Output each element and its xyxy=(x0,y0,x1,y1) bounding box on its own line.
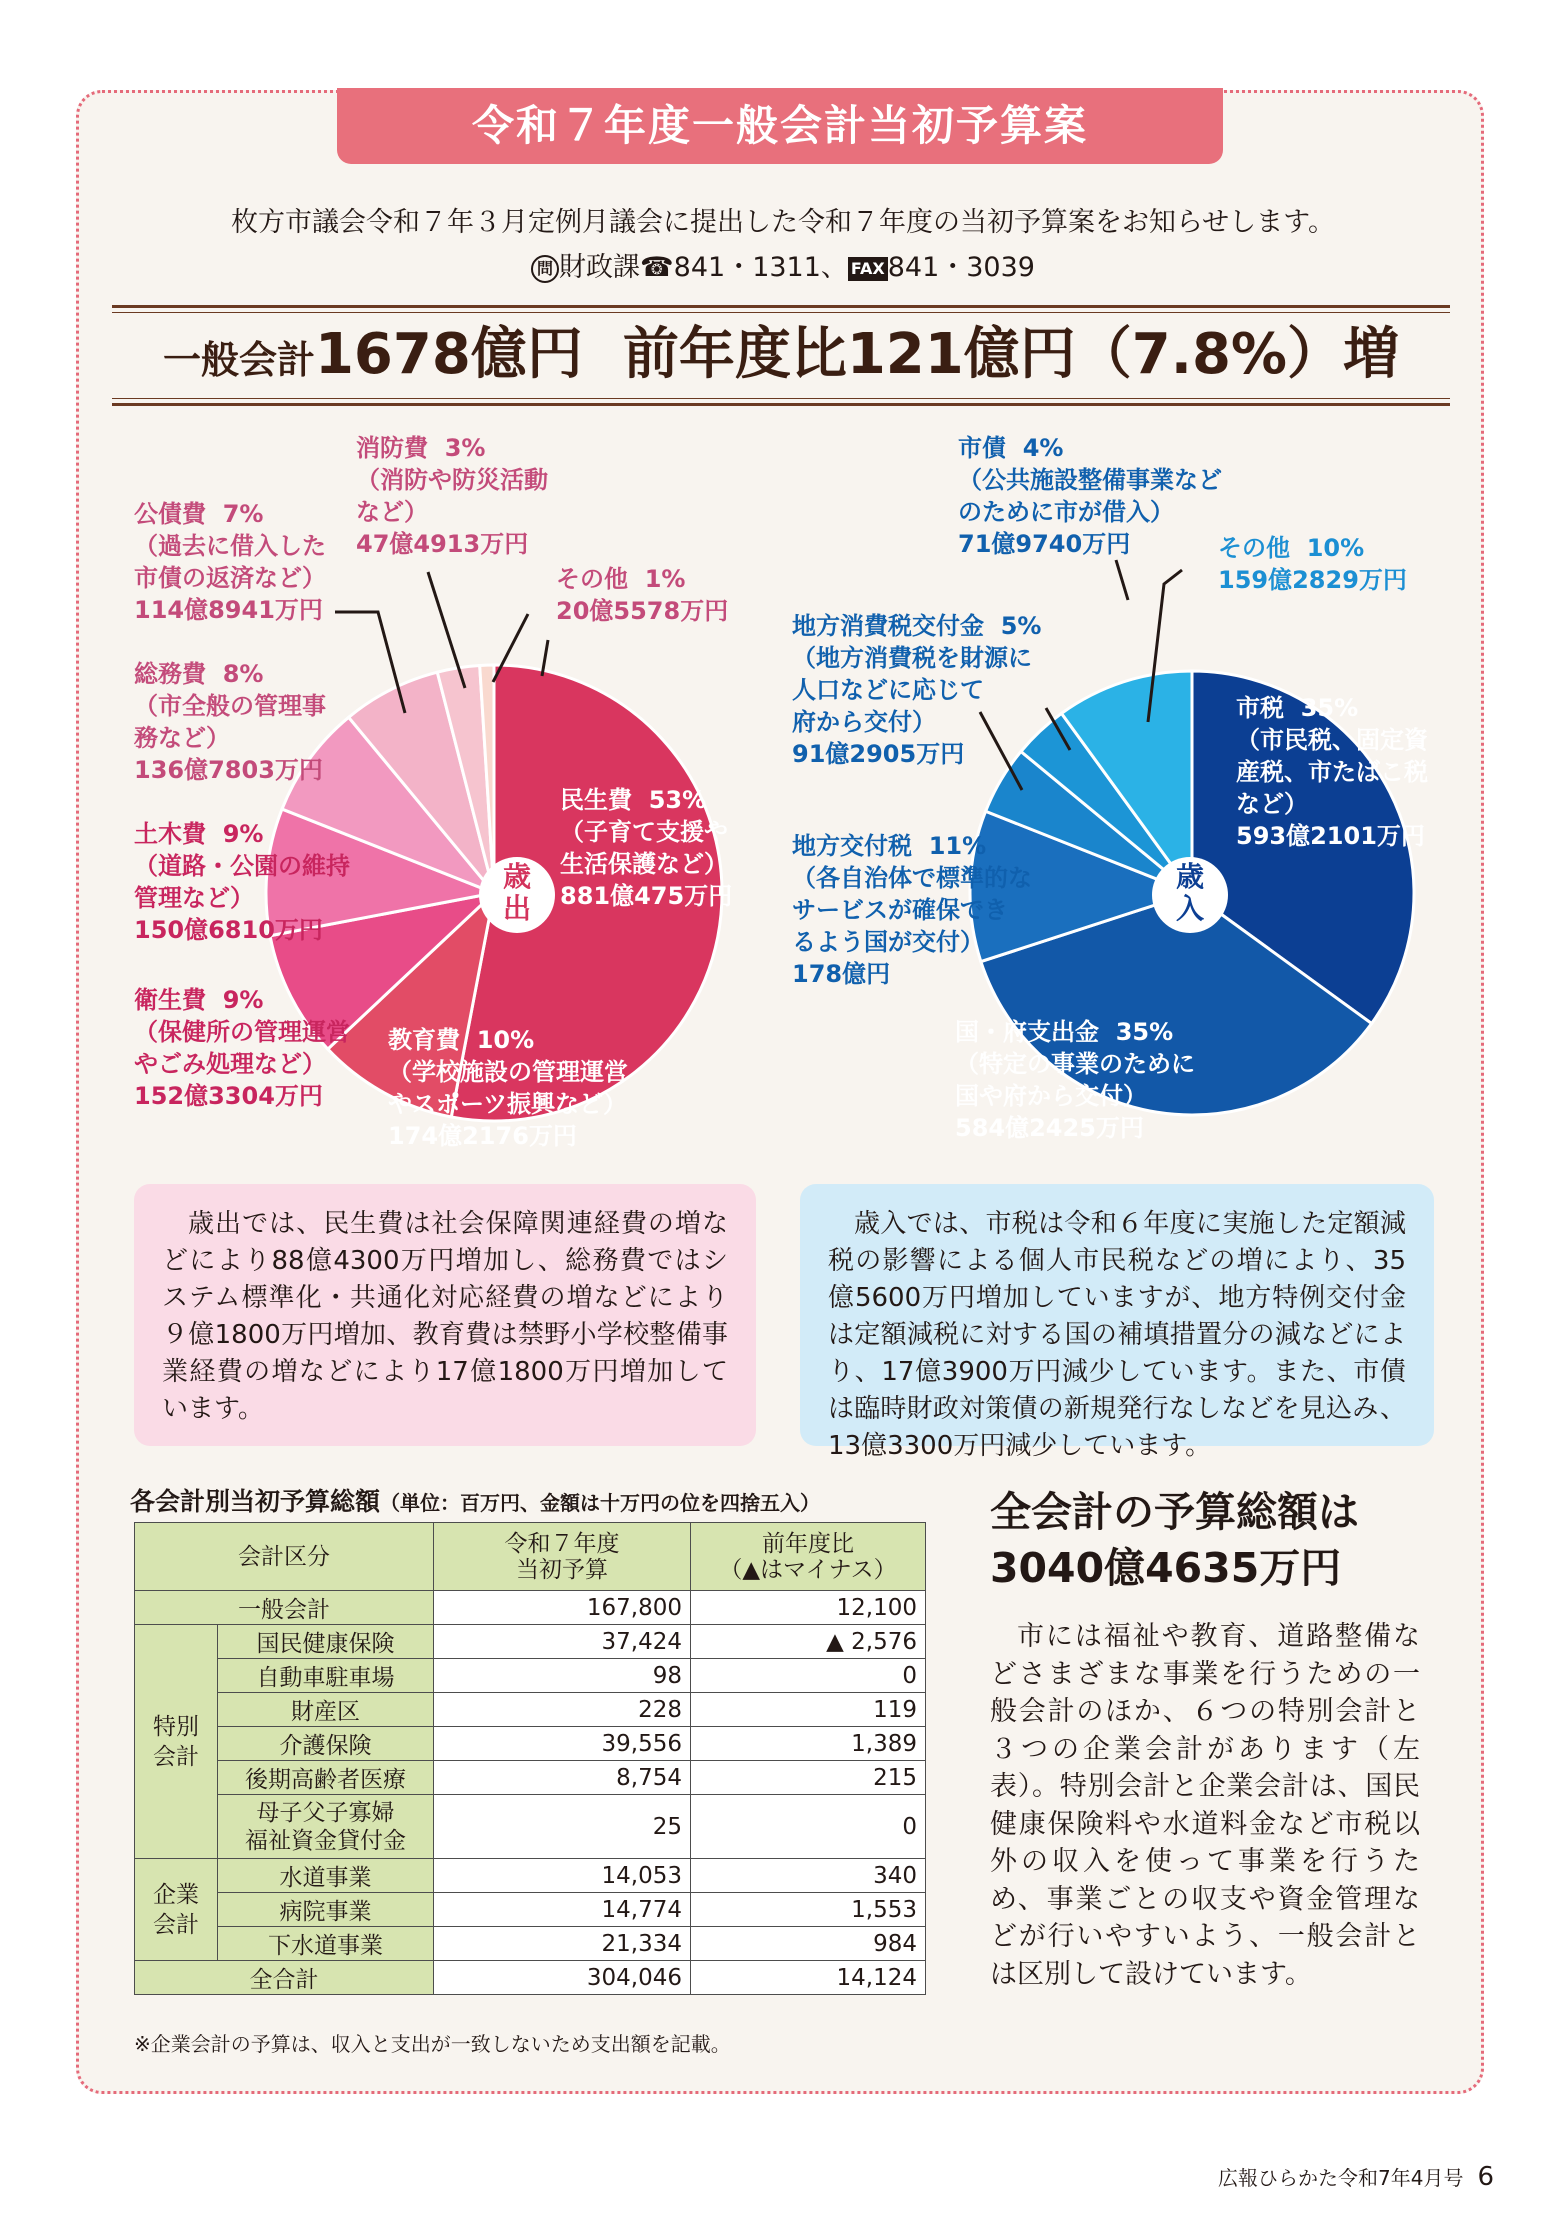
table-row: 下水道事業 21,334 984 xyxy=(135,1927,926,1961)
total-body: 市には福祉や教育、道路整備などさまざまな事業を行うための一般会計のほか、６つの特別会計と３つの企業会計があります（左表）。特別会計と企業会計は、国民健康保険料や水道料金など市税以外の収入を使って事業を行うため、事業ごとの収支や資金管理などが行いやすいよう、一般会計とは区別して設けています。 xyxy=(990,1621,1420,1990)
table-row: 一般会計 167,800 12,100 xyxy=(135,1591,926,1625)
header-category: 会計区分 xyxy=(135,1523,434,1591)
table-row: 母子父子寡婦 福祉資金貸付金 25 0 xyxy=(135,1795,926,1859)
page-number: 6 xyxy=(1477,2162,1494,2192)
expenditure-note: 歳出では、民生費は社会保障関連経費の増などにより88億4300万円増加し、総務費ではシステム標準化・共通化対応経費の増などにより９億1800万円増加、教育費は禁野小学校整備事業経費の増などにより17億1800万円増加しています。 xyxy=(134,1184,756,1446)
expenditure-center-label-1: 歳 xyxy=(502,860,532,893)
table-row: 後期高齢者医療 8,754 215 xyxy=(135,1761,926,1795)
table-unit: （単位：百万円、金額は十万円の位を四捨五入） xyxy=(380,1491,821,1515)
enterprise-accounts-label: 企業 会計 xyxy=(135,1859,218,1961)
table-footnote: ※企業会計の予算は、収入と支出が一致しないため支出額を記載。 xyxy=(134,2032,731,2056)
header-budget: 令和７年度 当初予算 xyxy=(434,1523,691,1591)
label-chihokofuzei: 地方交付税 11% （各自治体で標準的な サービスが確保でき るよう国が交付） 178億円 xyxy=(792,832,1032,988)
label-somuhi: 総務費 8% （市全般の管理事 務など） 136億7803万円 xyxy=(134,660,326,784)
revenue-center-label-1: 歳 xyxy=(1175,860,1205,893)
fax-number: 841・3039 xyxy=(887,252,1035,283)
label-sonota-exp: その他 1% 20億5578万円 xyxy=(556,565,729,625)
contact-dept: 財政課 xyxy=(559,252,641,283)
label-minseihi: 民生費 53% （子育て支援や 生活保護など） 881億475万円 xyxy=(560,786,733,910)
label-kosaihi: 公債費 7% （過去に借入した 市債の返済など） 114億8941万円 xyxy=(134,500,326,624)
table-row: 財産区 228 119 xyxy=(135,1693,926,1727)
total-amount: 3040億4635万円 xyxy=(990,1544,1342,1592)
total-title: 全会計の予算総額は 3040億4635万円 xyxy=(990,1484,1359,1596)
special-accounts-label: 特別 会計 xyxy=(135,1625,218,1859)
revenue-note: 歳入では、市税は令和６年度に実施した定額減税の影響による個人市民税などの増により、35億5600万円増加していますが、地方特例交付金は定額減税に対する国の補填措置分の減などにより、17億3900万円減少しています。また、市債は臨時財政対策債の新規発行なしなどを見込み、13億3300万円減少しています。 xyxy=(800,1184,1434,1446)
table-row: 特別 会計 国民健康保険 37,424 ▲ 2,576 xyxy=(135,1625,926,1659)
table-title: 各会計別当初予算総額（単位：百万円、金額は十万円の位を四捨五入） xyxy=(130,1487,821,1516)
page-title: 令和７年度一般会計当初予算案 xyxy=(337,88,1223,164)
budget-table xyxy=(134,1522,926,1995)
page-footer: 広報ひらかた令和7年4月号 6 xyxy=(1218,2162,1494,2192)
label-shobohi: 消防費 3% （消防や防災活動 など） 47億4913万円 xyxy=(356,434,548,558)
label-shisai: 市債 4% （公共施設整備事業など のために市が借入） 71億9740万円 xyxy=(958,434,1222,558)
phone-number: 841・1311、 xyxy=(673,252,848,283)
table-row: 全合計 304,046 14,124 xyxy=(135,1961,926,1995)
label-eiseihi: 衛生費 9% （保健所の管理運営 やごみ処理など） 152億3304万円 xyxy=(134,986,350,1110)
headline-comparison: 前年度比121億円（7.8%）増 xyxy=(622,322,1400,387)
inquiry-badge: 問 xyxy=(531,255,559,283)
fax-badge: FAX xyxy=(848,257,888,281)
table-row: 介護保険 39,556 1,389 xyxy=(135,1727,926,1761)
header-diff: 前年度比 （▲はマイナス） xyxy=(691,1523,926,1591)
table-row: 病院事業 14,774 1,553 xyxy=(135,1893,926,1927)
expenditure-center-label-2: 出 xyxy=(502,892,532,925)
label-kokufushishutsukin: 国・府支出金 35% （特定の事業のために 国や府から交付） 584億2425万円 xyxy=(955,1018,1195,1142)
label-chihoshohizei: 地方消費税交付金 5% （地方消費税を財源に 人口などに応じて 府から交付） 91億2905万円 xyxy=(792,612,1042,768)
label-shizei: 市税 35% （市民税、固定資 産税、市たばこ税 など） 593億2101万円 xyxy=(1236,694,1428,850)
phone-icon: ☎ xyxy=(640,252,674,283)
headline-amount: 1678億円 xyxy=(314,322,583,387)
label-dobokuhi: 土木費 9% （道路・公園の維持 管理など） 150億6810万円 xyxy=(134,820,350,944)
label-kyoikuhi: 教育費 10% （学校施設の管理運営 やスポーツ振興など） 174億2176万円 xyxy=(388,1026,628,1150)
intro-text: 枚方市議会令和７年３月定例月議会に提出した令和７年度の当初予算案をお知らせします。 xyxy=(230,207,1336,238)
label-sonota-rev: その他 10% 159億2829万円 xyxy=(1218,534,1407,594)
revenue-center-label-2: 入 xyxy=(1175,892,1205,925)
table-row: 企業 会計 水道事業 14,053 340 xyxy=(135,1859,926,1893)
table-row: 自動車駐車場 98 0 xyxy=(135,1659,926,1693)
headline-label: 一般会計 xyxy=(162,338,315,382)
